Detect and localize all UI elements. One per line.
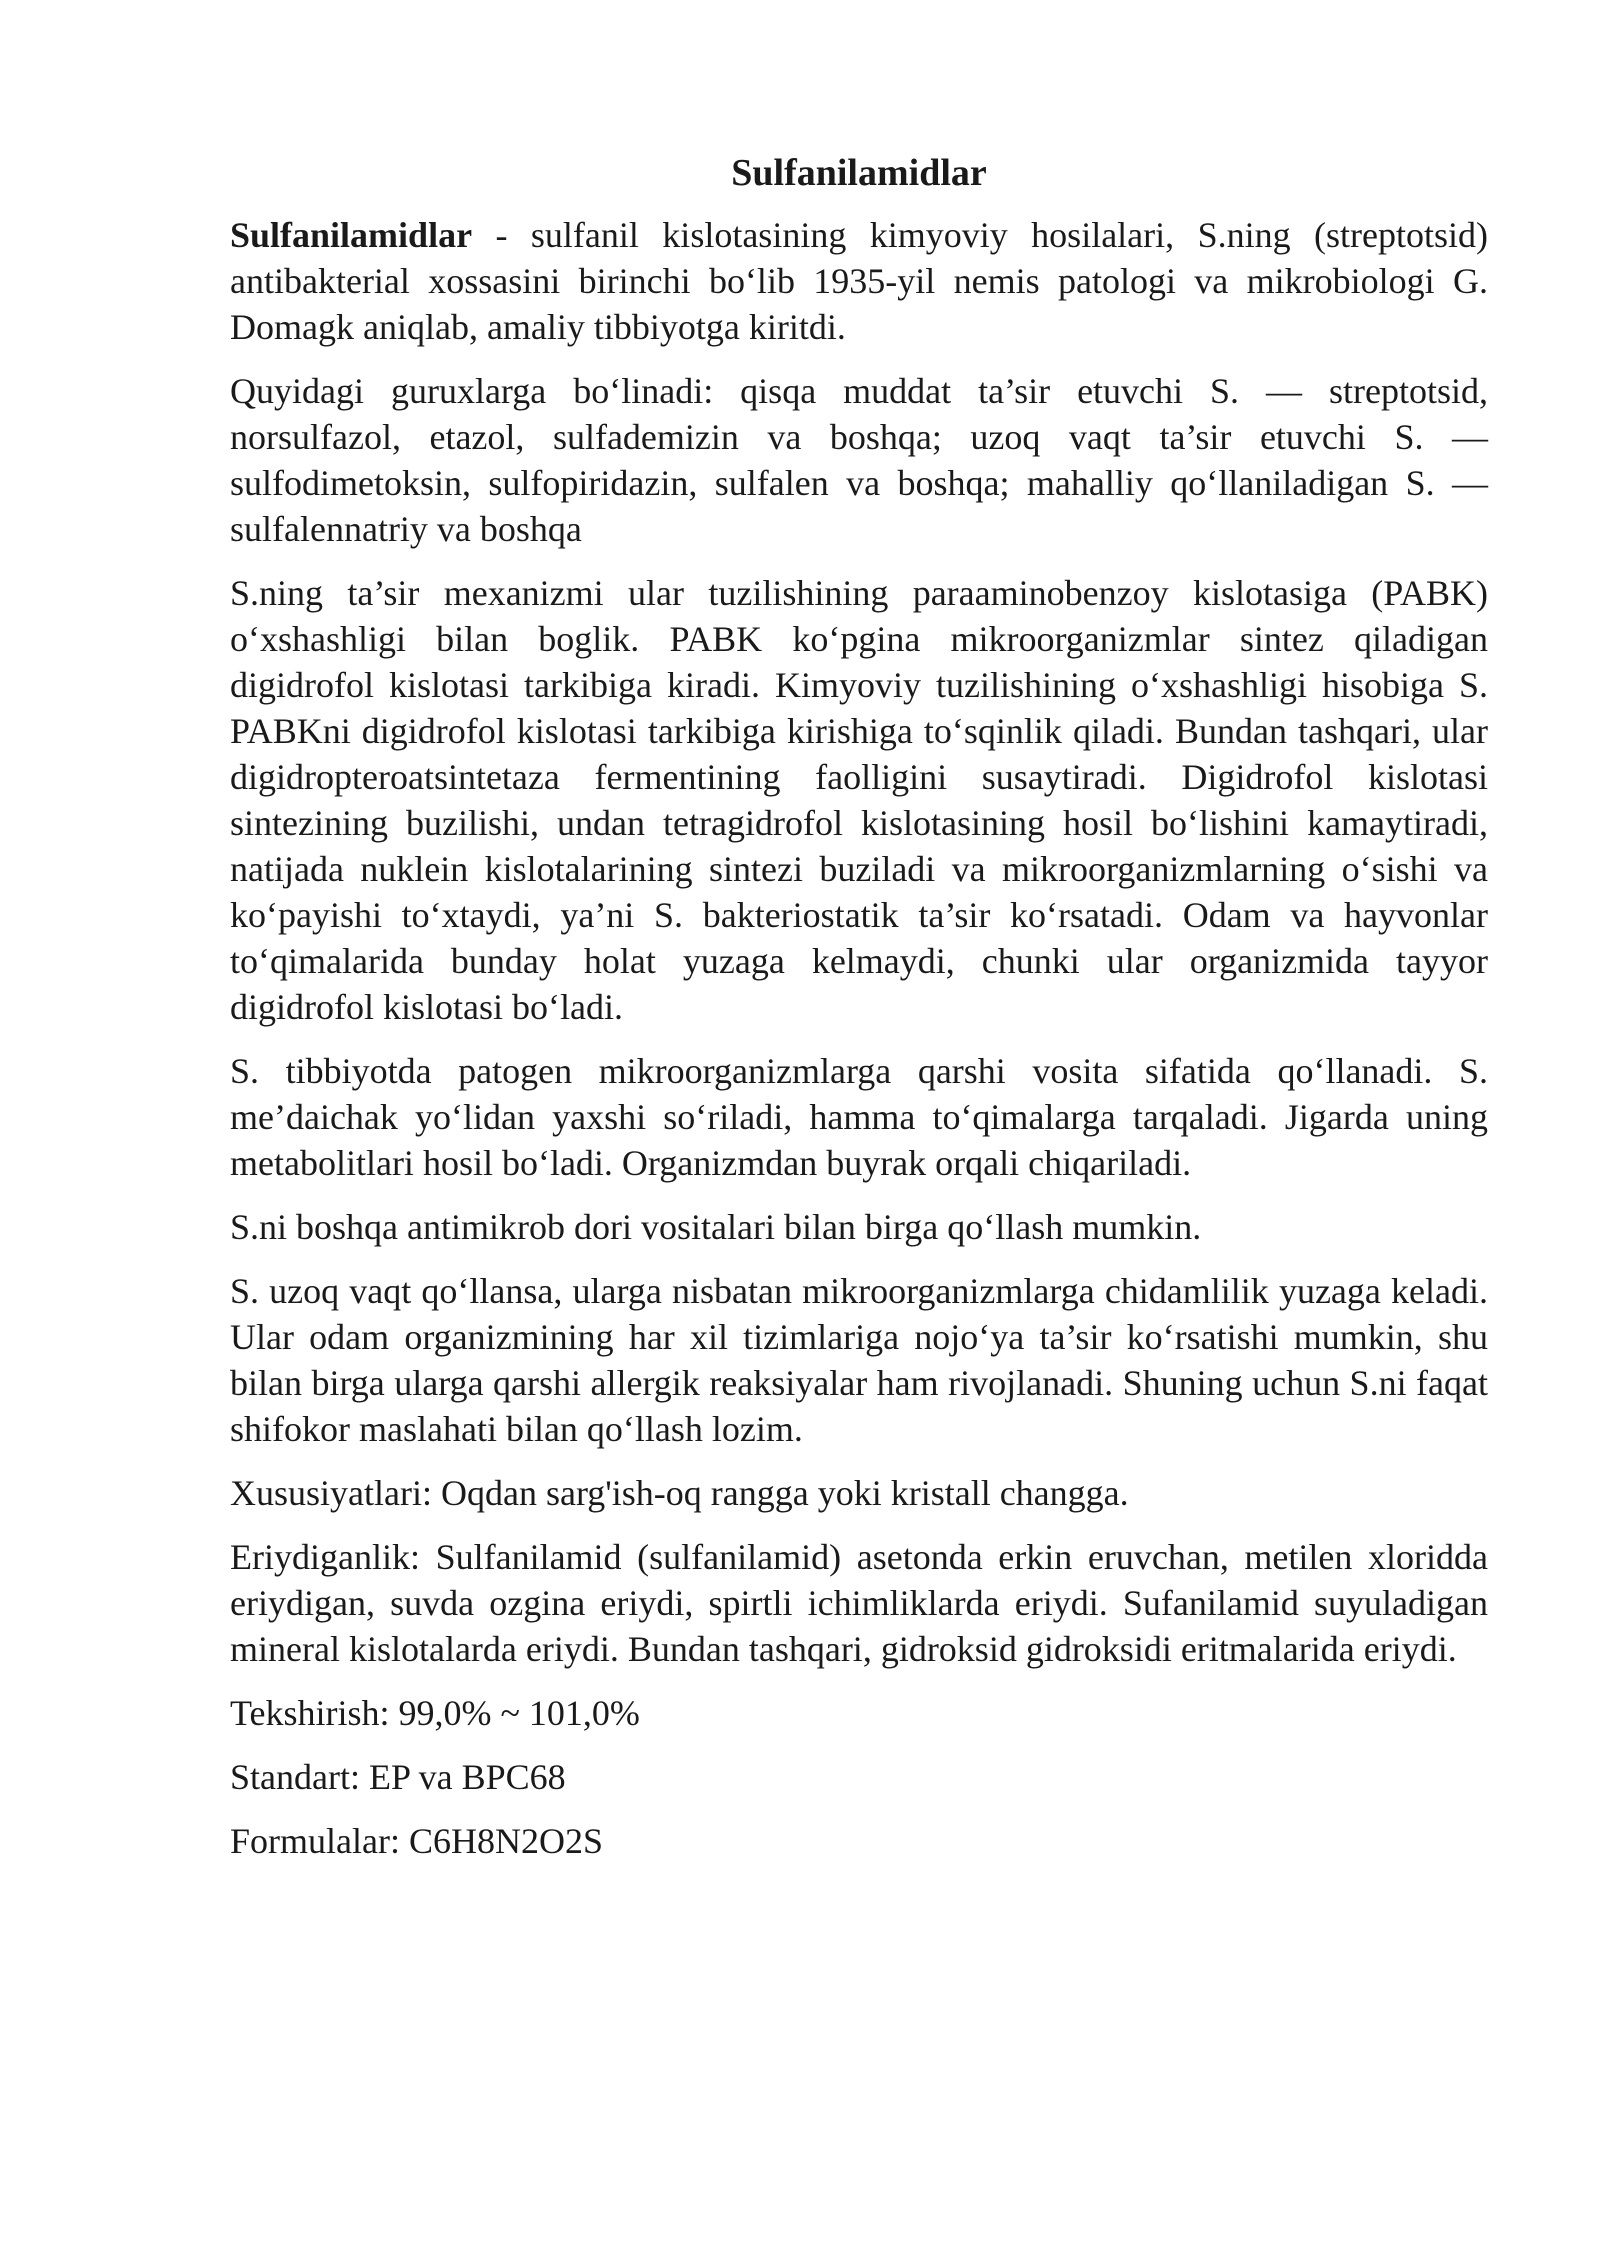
intro-lead-term: Sulfanilamidlar xyxy=(230,215,473,255)
paragraph-standard: Standart: EP va BPC68 xyxy=(230,1757,566,1797)
paragraph-combination: S.ni boshqa antimikrob dori vositalari bilan birga qo‘llash mumkin. xyxy=(230,1207,1202,1247)
paragraph-properties: Xususiyatlari: Oqdan sarg'ish-oq rangga yoki kristall changga. xyxy=(230,1473,1129,1513)
paragraph-groups: Quyidagi guruxlarga bo‘linadi: qisqa muddat ta’sir etuvchi S. — streptotsid, norsulfazol, etazol, sulfademizin va boshqa; uzoq vaqt ta’sir etuvchi S. — sulfodimetoksin, sulfopiridazin, sulfalen va boshqa; mahalliy qo‘llaniladigan S. — sulfalennatriy va boshqa xyxy=(230,371,1488,549)
document-page xyxy=(230,150,1488,1882)
document-title: Sulfanilamidlar xyxy=(731,152,987,194)
paragraph-usage: S. tibbiyotda patogen mikroorganizmlarga qarshi vosita sifatida qo‘llanadi. S. me’daichak yo‘lidan yaxshi so‘riladi, hamma to‘qimalarga tarqaladi. Jigarda uning metabolitlari hosil bo‘ladi. Organizmdan buyrak orqali chiqariladi. xyxy=(230,1051,1488,1183)
paragraph-resistance: S. uzoq vaqt qo‘llansa, ularga nisbatan mikroorganizmlarga chidamlilik yuzaga keladi. Ular odam organizmining har xil tizimlariga nojo‘ya ta’sir ko‘rsatishi mumkin, shu bilan birga ularga qarshi allergik reaksiyalar ham rivojlanadi. Shuning uchun S.ni faqat shifokor maslahati bilan qo‘llash lozim. xyxy=(230,1271,1488,1449)
paragraph-solubility: Eriydiganlik: Sulfanilamid (sulfanilamid) asetonda erkin eruvchan, metilen xloridda eriydigan, suvda ozgina eriydi, spirtli ichimliklarda eriydi. Sufanilamid suyuladigan mineral kislotalarda eriydi. Bundan tashqari, gidroksid gidroksidi eritmalarida eriydi. xyxy=(230,1537,1488,1669)
paragraph-formula: Formulalar: C6H8N2O2S xyxy=(230,1821,603,1861)
paragraph-assay: Tekshirish: 99,0% ~ 101,0% xyxy=(230,1693,640,1733)
paragraph-mechanism: S.ning ta’sir mexanizmi ular tuzilishining paraaminobenzoy kislotasiga (PABK) o‘xshashligi bilan boglik. PABK ko‘pgina mikroorganizmlar sintez qiladigan digidrofol kislotasi tarkibiga kiradi. Kimyoviy tuzilishining o‘xshashligi hisobiga S. PABKni digidrofol kislotasi tarkibiga kirishiga to‘sqinlik qiladi. Bundan tashqari, ular digidropteroatsintetaza fermentining faolligini susaytiradi. Digidrofol kislotasi sintezining buzilishi, undan tetragidrofol kislotasining hosil bo‘lishini kamaytiradi, natijada nuklein kislotalarining sintezi buziladi va mikroorganizmlarning o‘sishi va ko‘payishi to‘xtaydi, ya’ni S. bakteriostatik ta’sir ko‘rsatadi. Odam va hayvonlar to‘qimalarida bunday holat yuzaga kelmaydi, chunki ular organizmida tayyor digidrofol kislotasi bo‘ladi. xyxy=(230,573,1488,1027)
intro-text: - sulfanil kislotasining kimyoviy hosilalari, S.ning (streptotsid) antibakterial xossasini birinchi bo‘lib 1935-yil nemis patologi va mikrobiologi G. Domagk aniqlab, amaliy tibbiyotga kiritdi. xyxy=(230,215,1488,347)
paragraph-intro xyxy=(230,212,1488,350)
